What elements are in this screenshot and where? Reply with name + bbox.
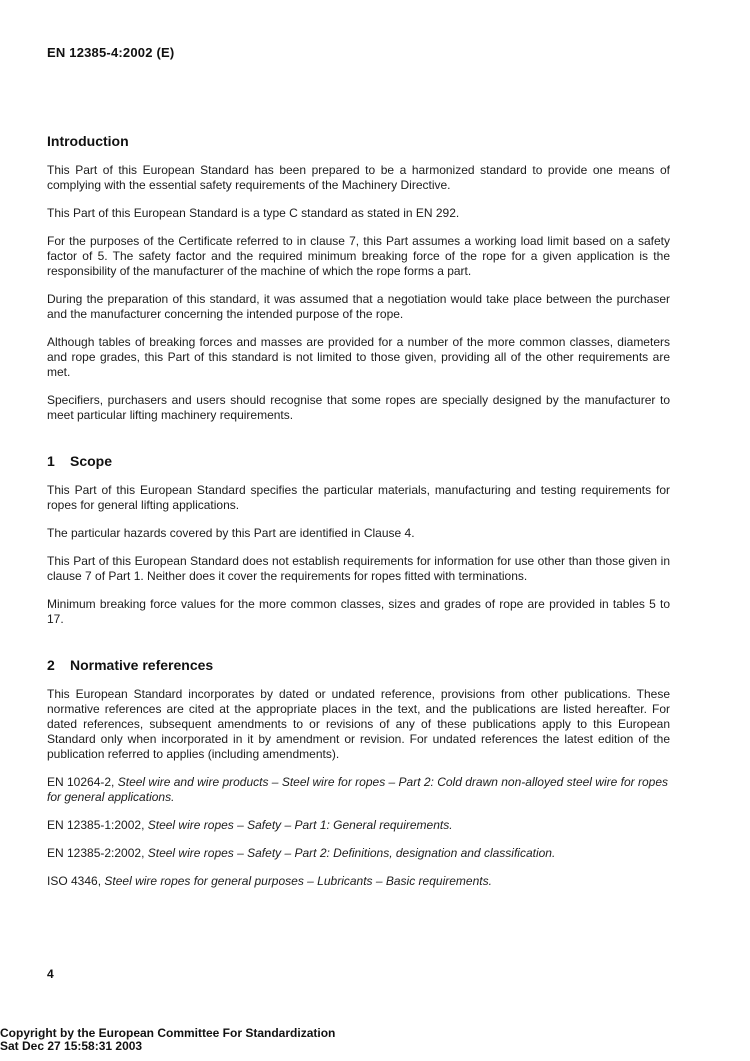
reference-item	[47, 846, 670, 861]
reference-title: Steel wire ropes – Safety – Part 1: General requirements.	[147, 818, 453, 832]
reference-item	[47, 818, 670, 833]
reference-item	[47, 775, 670, 805]
reference-item	[47, 874, 670, 889]
intro-paragraph-6: Specifiers, purchasers and users should recognise that some ropes are specially designed by the manufacturer to meet particular lifting machinery requirements.	[47, 393, 670, 422]
scope-section-title: Scope	[70, 453, 113, 469]
intro-paragraph-5: Although tables of breaking forces and masses are provided for a number of the more common classes, diameters and rope grades, this Part of this standard is not limited to those given, providing all of the other requirements are met.	[47, 335, 670, 379]
intro-paragraph-1: This Part of this European Standard has been prepared to be a harmonized standard to provide one means of complying with the essential safety requirements of the Machinery Directive.	[47, 163, 670, 192]
reference-title: Steel wire ropes – Safety – Part 2: Definitions, designation and classification.	[147, 846, 556, 860]
scope-paragraph-4: Minimum breaking force values for the more common classes, sizes and grades of rope are provided in tables 5 to 17.	[47, 597, 670, 626]
normative-references-heading	[47, 657, 670, 674]
reference-code: ISO 4346,	[47, 874, 102, 888]
normative-references-paragraph-1: This European Standard incorporates by dated or undated reference, provisions from other publications. These normative references are cited at the appropriate places in the text, and the publications are listed hereafter. For dated references, subsequent amendments to or revisions of any of these publications apply to this European Standard only when incorporated in it by amendment or revision. For undated references the latest edition of the publication referred to applies (including amendments).	[47, 687, 670, 761]
page-number: 4	[47, 967, 54, 981]
scope-heading	[47, 453, 670, 470]
scope-paragraph-2: The particular hazards covered by this Part are identified in Clause 4.	[47, 526, 415, 540]
introduction-heading: Introduction	[47, 133, 129, 149]
timestamp-line: Sat Dec 27 15:58:31 2003	[0, 1039, 143, 1053]
copyright-stamp	[0, 1027, 335, 1053]
normative-references-section-title: Normative references	[70, 657, 214, 673]
scope-paragraph-1: This Part of this European Standard specifies the particular materials, manufacturing and testing requirements for ropes for general lifting applications.	[47, 483, 670, 512]
reference-title: Steel wire ropes for general purposes – Lubricants – Basic requirements.	[104, 874, 492, 888]
copyright-line: Copyright by the European Committee For Standardization	[0, 1026, 336, 1040]
intro-paragraph-4: During the preparation of this standard, it was assumed that a negotiation would take place between the purchaser and the manufacturer concerning the intended purpose of the rope.	[47, 292, 670, 321]
page-content	[0, 45, 750, 889]
reference-code: EN 10264-2,	[47, 775, 115, 789]
document-code-header: EN 12385-4:2002 (E)	[47, 45, 175, 60]
intro-paragraph-2: This Part of this European Standard is a type C standard as stated in EN 292.	[47, 206, 460, 220]
scope-paragraph-3: This Part of this European Standard does not establish requirements for information for use other than those given in clause 7 of Part 1. Neither does it cover the requirements for ropes fitted with terminations.	[47, 554, 670, 583]
normative-references-section-number: 2	[47, 657, 55, 673]
reference-title: Steel wire and wire products – Steel wire for ropes – Part 2: Cold drawn non-alloyed steel wire for ropes for general applications.	[47, 775, 668, 804]
scope-section-number: 1	[47, 453, 55, 469]
reference-code: EN 12385-1:2002,	[47, 818, 145, 832]
intro-paragraph-3: For the purposes of the Certificate referred to in clause 7, this Part assumes a working load limit based on a safety factor of 5. The safety factor and the required minimum breaking force of the rope for a given application is the responsibility of the manufacturer of the machine of which the rope forms a part.	[47, 234, 670, 278]
reference-code: EN 12385-2:2002,	[47, 846, 145, 860]
